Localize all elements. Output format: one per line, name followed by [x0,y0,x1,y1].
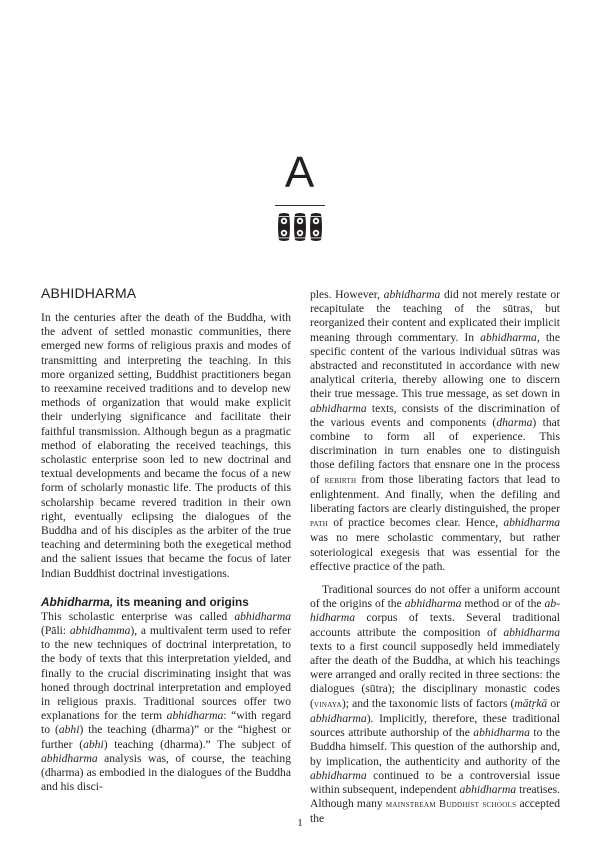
entry-title: ABHIDHARMA [41,285,137,301]
right-column [310,288,560,827]
three-beads-ornament-icon [276,212,324,242]
intro-paragraph: In the centuries after the death of the Buddha, with the advent of settled monastic communities, there emerged new forms of religious praxis and modes of transmitting and interpreting the teaching. In this more organized setting, Buddhist practitioners began to reexamine received traditions and to develop new methods of organization that would make explicit their underlying significance and facilitate their faithful transmission. Although begun as a pragmatic method of elaborating the received teachings, this scholastic enterprise soon led to new doctrinal and textual developments and became the focus of a new form of scholarly monastic life. The products of this scholarship became revered tradition in their own right, eventually eclipsing the dialogues of the Buddha and of his disciples as the arbiter of the true teaching and determining both the exegetical method and the salient issues that became the focus of later Indian Buddhist doctrinal investigations. [41,311,291,580]
cross-reference-mainstream-buddhist-schools: mainstream Buddhist schools [385,799,517,811]
cross-reference-rebirth: rebirth [324,474,357,486]
cross-reference-path: path [310,518,329,530]
subhead-italic: Abhidharma, [41,594,114,609]
bead-icon [294,213,306,241]
bead-icon [278,213,290,241]
cross-reference-vinaya: vinaya [313,698,342,710]
origins-paragraph: Traditional sources do not offer a uniform account of the origins of the abhidharma method or of the abhidharma corpus of texts. Several traditional accounts attribute the composition of abhidharma texts to a first council supposedly held immediately after the death of the Buddha, at which his teachings were arranged and orally recited in three sections: the dialogues (sūtra); the disciplinary monastic codes (vinaya); and the taxonomic lists of factors (mātṛkā or abhidharma). Implicitly, therefore, these traditional sources attribute authorship of the abhidharma to the Buddha himself. This question of the authorship and, by implication, the authenticity and authority of the abhidharma continued to be a controversial issue within subsequent, independent abhidharma treatises. Although many mainstream Buddhist schools accepted the [310,583,561,826]
subsection-heading [41,595,291,609]
continuation-paragraph: ples. However, abhidharma did not merely restate or recapitulate the teaching of the sūtras, but reorganized their content and explicated their implicit meaning through commentary. In abhidharma, the specific content of the various individual sūtras was abstracted and reconstituted in accordance with new analytical criteria, thereby allowing one to discern their true message. This true message, as set down in abhidharma texts, consists of the discrimination of the various events and components (dharma) that combine to form all of experience. This discrimination in turn enables one to distinguish those defiling factors that ensnare one in the process of rebirth from those liberating factors that lead to enlightenment. And finally, when the defiling and liberating factors are clearly distinguished, the proper path of practice becomes clear. Hence, abhidharma was no mere scholastic commentary, but rather soteriological exegesis that was essential for the effective practice of the path. [310,288,561,573]
subhead-rest: its meaning and origins [113,594,249,609]
meaning-paragraph: This scholastic enterprise was called abhidharma (Pāli: abhidhamma), a multivalent term used to refer to the new techniques of doctrinal interpretation, to the body of texts that this interpretation yielded, and finally to the crucial discriminating insight that was honed through doctrinal interpretation and employed in religious praxis. Traditional sources offer two explanations for the term abhidharma: “with regard to (abhi) the teaching (dharma)” or the “highest or further (abhi) teaching (dharma).” The subject of abhidharma analysis was, of course, the teaching (dharma) as embodied in the dialogues of the Buddha and his disci- [41,609,291,794]
page-number: 1 [297,817,303,829]
section-letter: A [284,148,316,197]
bead-icon [310,213,322,241]
left-column [41,285,291,795]
section-divider-rule [275,205,325,206]
